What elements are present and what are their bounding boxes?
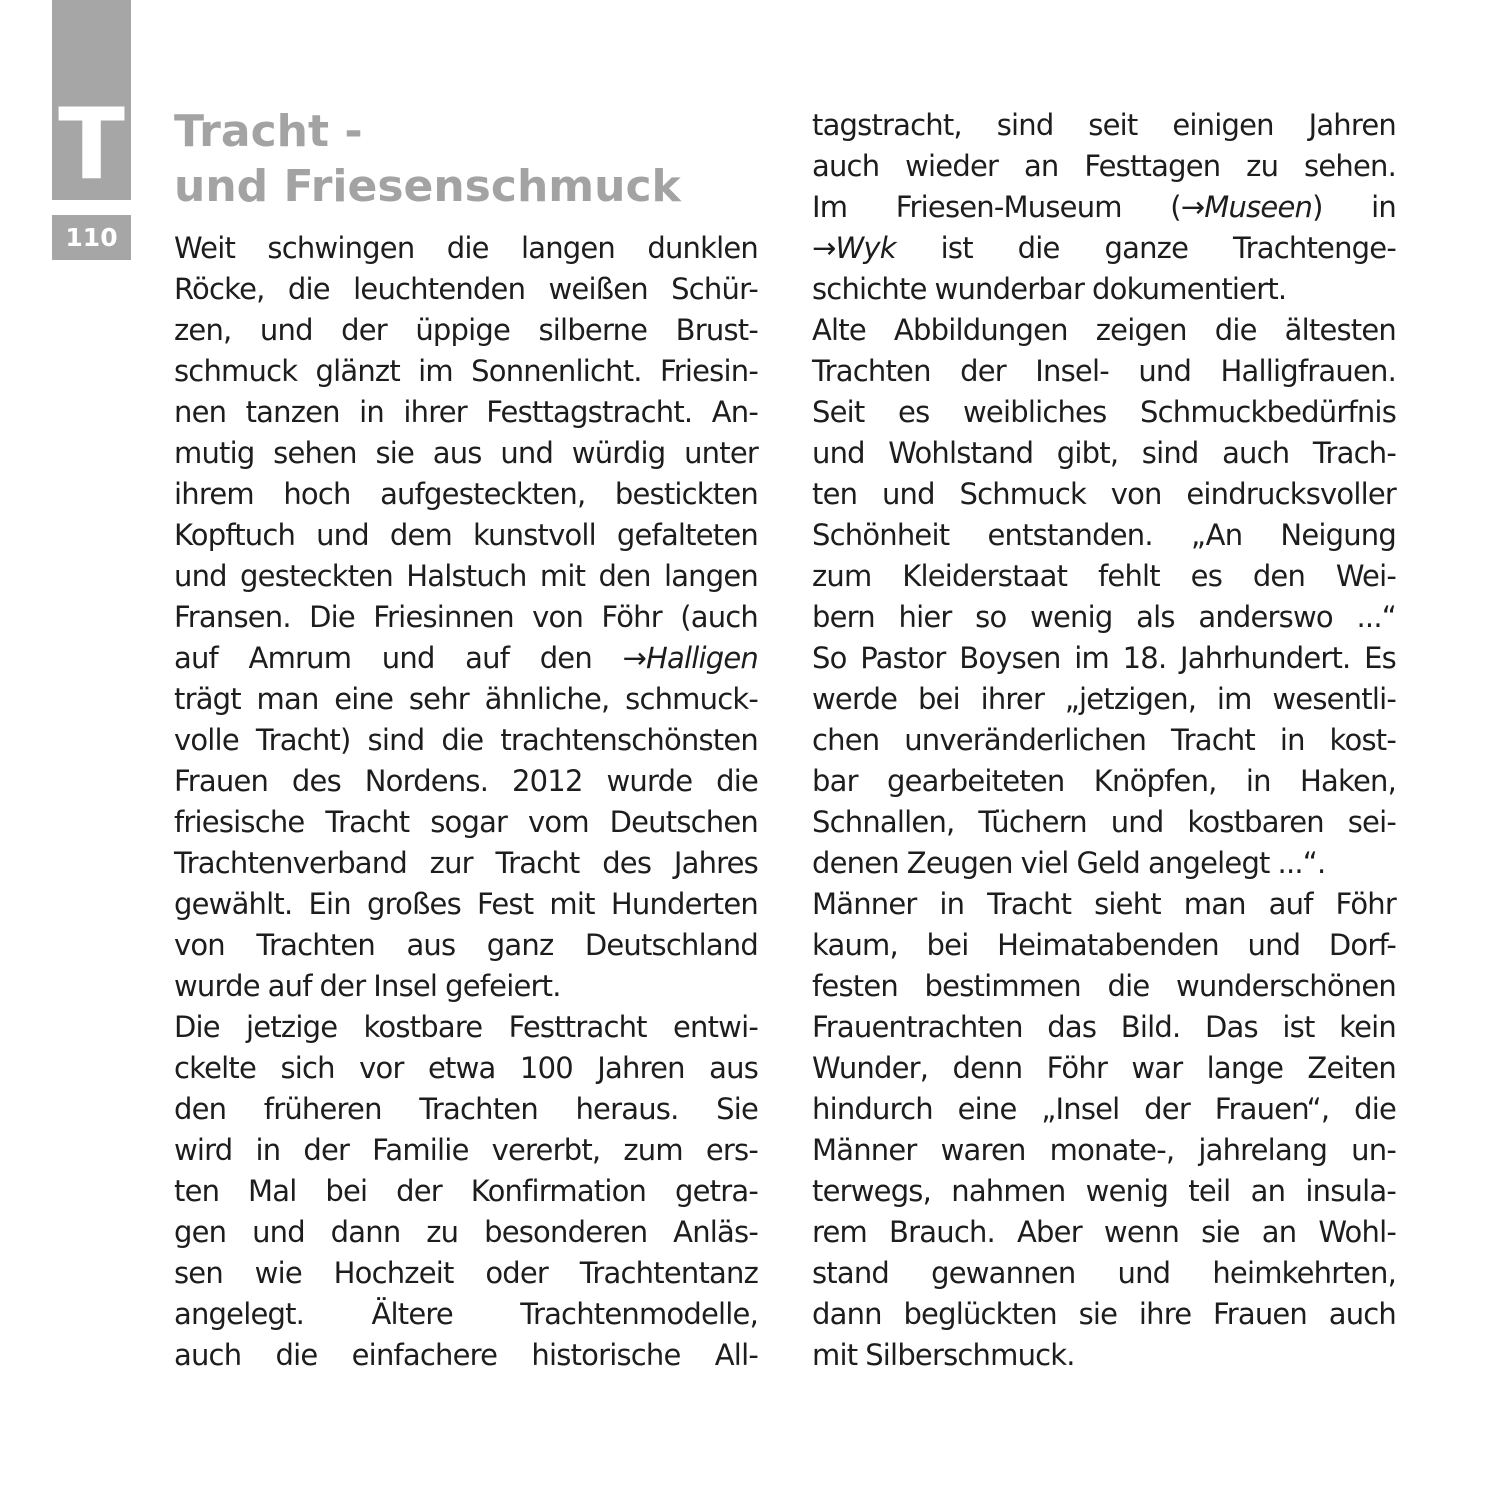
text-line: Alte Abbildungen zeigen die ältesten [812,313,1396,347]
text-line: gewählt. Ein großes Fest mit Hunderten [174,887,758,921]
text-line: den früheren Trachten heraus. Sie [174,1092,758,1126]
text-line: auf Amrum und auf den →Halligen [174,641,758,675]
text-line: angelegt. Ältere Trachtenmodelle, [174,1297,758,1331]
text-line: bar gearbeiteten Knöpfen, in Haken, [812,764,1396,798]
text-line: Wunder, denn Föhr war lange Zeiten [812,1051,1396,1085]
text-line: rem Brauch. Aber wenn sie an Wohl- [812,1215,1396,1249]
text-line: ihrem hoch aufgesteckten, bestickten [174,477,758,511]
cross-reference-link: Halligen [646,641,758,675]
text-line: Im Friesen-Museum (→Museen) in [812,190,1396,224]
text-line: auch die einfachere historische All- [174,1338,758,1372]
text-line: festen bestimmen die wunderschönen [812,969,1396,1003]
article-title-line-2: und Friesenschmuck [174,161,681,212]
text-line: gen und dann zu besonderen Anläs- [174,1215,758,1249]
text-line: kaum, bei Heimatabenden und Dorf- [812,928,1396,962]
text-line: Trachten der Insel- und Halligfrauen. [812,354,1396,388]
text-line: friesische Tracht sogar vom Deutschen [174,805,758,839]
text-line: Frauen des Nordens. 2012 wurde die [174,764,758,798]
text-line: Fransen. Die Friesinnen von Föhr (auch [174,600,758,634]
text-line: Seit es weibliches Schmuckbedürfnis [812,395,1396,429]
text-line: mutig sehen sie aus und würdig unter [174,436,758,470]
text-line: Männer in Tracht sieht man auf Föhr [812,887,1396,921]
text-line: zen, und der üppige silberne Brust- [174,313,758,347]
text-line: Frauentrachten das Bild. Das ist kein [812,1010,1396,1044]
text-line: nen tanzen in ihrer Festtagstracht. An- [174,395,758,429]
text-line: schichte wunderbar dokumentiert. [812,272,1287,306]
text-line: denen Zeugen viel Geld angelegt ...“. [812,846,1326,880]
text-line: terwegs, nahmen wenig teil an insula- [812,1174,1396,1208]
text-line: Männer waren monate-, jahrelang un- [812,1133,1396,1167]
cross-reference-link: Museen [1204,190,1313,224]
text-line: Die jetzige kostbare Festtracht entwi- [174,1010,758,1044]
text-line: ten und Schmuck von eindrucksvoller [812,477,1396,511]
text-line: wurde auf der Insel gefeiert. [174,969,561,1003]
text-line: So Pastor Boysen im 18. Jahrhundert. Es [812,641,1396,675]
text-line: Röcke, die leuchtenden weißen Schür- [174,272,758,306]
text-line: Trachtenverband zur Tracht des Jahres [174,846,758,880]
text-line: →Wyk ist die ganze Trachtenge- [812,231,1396,265]
text-line: und gesteckten Halstuch mit den langen [174,559,758,593]
text-line: sen wie Hochzeit oder Trachtentanz [174,1256,758,1290]
section-letter-tab [52,0,131,200]
text-column-right [812,105,1396,1376]
section-letter: T [58,88,125,202]
text-line: ckelte sich vor etwa 100 Jahren aus [174,1051,758,1085]
article-title [174,104,681,214]
text-line: Schönheit entstanden. „An Neigung [812,518,1396,552]
text-line: stand gewannen und heimkehrten, [812,1256,1396,1290]
text-line: chen unveränderlichen Tracht in kost- [812,723,1396,757]
page-number: 110 [52,215,131,260]
cross-reference-link: Wyk [835,231,896,265]
text-line: ten Mal bei der Konfirmation getra- [174,1174,758,1208]
text-line: auch wieder an Festtagen zu sehen. [812,149,1396,183]
text-line: bern hier so wenig als anderswo ...“ [812,600,1396,634]
text-line: hindurch eine „Insel der Frauen“, die [812,1092,1396,1126]
text-line: wird in der Familie vererbt, zum ers- [174,1133,758,1167]
text-line: zum Kleiderstaat fehlt es den Wei- [812,559,1396,593]
text-line: tagstracht, sind seit einigen Jahren [812,108,1396,142]
text-line: Weit schwingen die langen dunklen [174,231,758,265]
text-line: Schnallen, Tüchern und kostbaren sei- [812,805,1396,839]
text-line: dann beglückten sie ihre Frauen auch [812,1297,1396,1331]
text-line: und Wohlstand gibt, sind auch Trach- [812,436,1396,470]
text-line: werde bei ihrer „jetzigen, im wesentli- [812,682,1396,716]
article-title-line-1: Tracht - [174,106,363,157]
text-line: schmuck glänzt im Sonnenlicht. Friesin- [174,354,758,388]
text-line: mit Silberschmuck. [812,1338,1075,1372]
text-line: Kopftuch und dem kunstvoll gefalteten [174,518,758,552]
text-column-left [174,228,758,1376]
text-line: trägt man eine sehr ähnliche, schmuck- [174,682,758,716]
text-line: von Trachten aus ganz Deutschland [174,928,758,962]
text-line: volle Tracht) sind die trachtenschönsten [174,723,758,757]
